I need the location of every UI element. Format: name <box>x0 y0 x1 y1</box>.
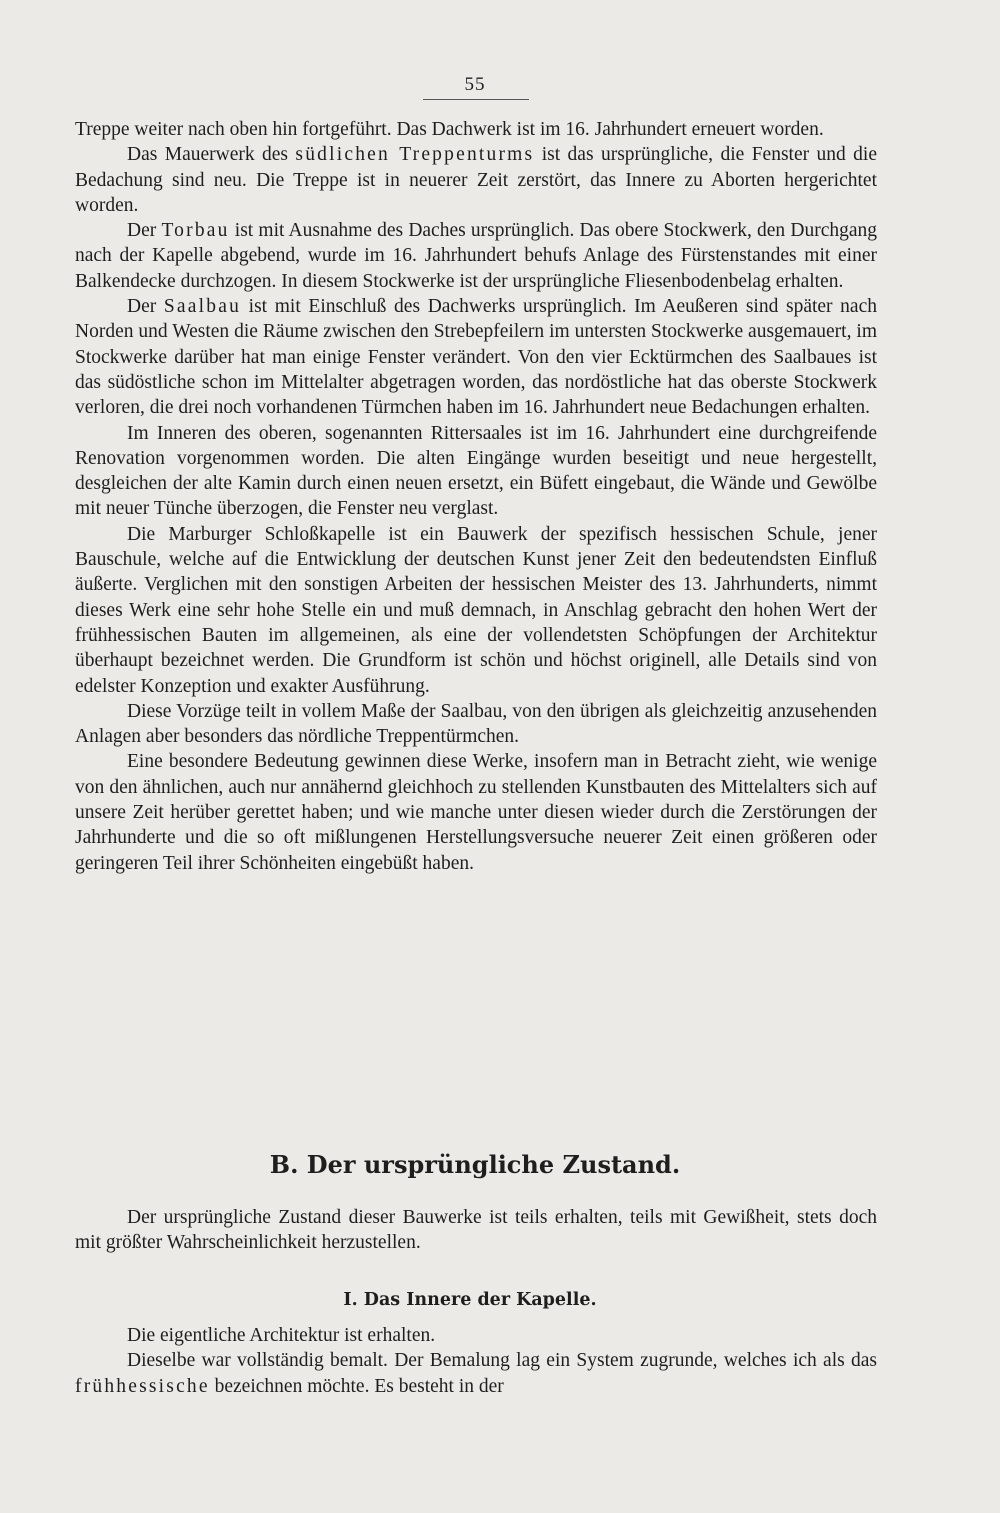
paragraph <box>75 522 877 699</box>
section-intro <box>75 1205 877 1256</box>
text-run: Der <box>127 296 164 318</box>
text-run: ist mit Ausnahme des Daches ursprünglich. Das obere Stockwerk, den Durchgang nach der Kapelle abgebend, wurde im 16. Jahrhundert behufs Anlage des Fürstenstandes mit einer Balkendecke durchzogen. In diesem Stockwerke ist der ursprüngliche Fliesenbodenbelag erhalten. <box>75 220 878 292</box>
page-number-rule <box>423 99 529 100</box>
paragraph <box>75 142 877 218</box>
paragraph <box>75 294 877 420</box>
body-text-top <box>75 117 877 876</box>
emphasized-term: südlichen Treppenturms <box>295 144 535 166</box>
emphasized-term: frühhessische <box>75 1375 210 1397</box>
paragraph <box>75 1323 877 1348</box>
subsection-heading: I. Das Innere der Kapelle. <box>343 1290 597 1310</box>
paragraph <box>75 749 877 875</box>
text-run: Im Inneren des oberen, sogenannten Rittersaales ist im 16. Jahrhundert eine durchgreifende Renovation vorgenommen worden. Die alten Eingänge wurden beseitigt und neue hergestellt, desgleichen der alte Kamin durch einen neuen ersetzt, ein Büfett eingebaut, die Wände und Gewölbe mit neuer Tünche überzogen, die Fenster neu verglast. <box>75 422 877 520</box>
emphasized-term: Saalbau <box>163 296 242 318</box>
paragraph <box>75 1205 877 1256</box>
paragraph <box>75 699 877 750</box>
text-run: Der ursprüngliche Zustand dieser Bauwerke ist teils erhalten, teils mit Gewißheit, stets doch mit größter Wahrscheinlichkeit herzustellen. <box>75 1207 877 1254</box>
text-run: Dieselbe war vollständig bemalt. Der Bemalung lag ein System zugrunde, welches ich als das <box>127 1350 877 1372</box>
page-number: 55 <box>464 74 486 95</box>
section-heading: B. Der ursprüngliche Zustand. <box>269 1150 681 1179</box>
paragraph <box>75 1348 877 1399</box>
text-run: Das Mauerwerk des <box>127 144 296 166</box>
text-run: Treppe weiter nach oben hin fortgeführt. Das Dachwerk ist im 16. Jahrhundert erneuert worden. <box>75 119 824 140</box>
text-run: Eine besondere Bedeutung gewinnen diese Werke, insofern man in Betracht zieht, wie wenige von den ähnlichen, auch nur annähernd gleichhoch zu stellenden Kunstbauten des Mittelalters sich auf unsere Zeit herüber gerettet haben; und wie manche unter diesen wieder durch die Zerstörungen der Jahrhunderte und die so oft mißlungenen Herstellungsversuche neuerer Zeit einen größeren oder geringeren Teil ihrer Schönheiten eingebüßt haben. <box>75 751 877 874</box>
emphasized-term: Torbau <box>161 220 230 242</box>
text-run: Die eigentliche Architektur ist erhalten. <box>127 1325 436 1346</box>
text-run: bezeichnen möchte. Es besteht in der <box>209 1375 504 1397</box>
paragraph <box>75 218 877 294</box>
text-run: ist mit Einschluß des Dachwerks ursprünglich. Im Aeußeren sind später nach Norden und Westen die Räume zwischen den Strebepfeilern im untersten Stockwerke ausgemauert, im Stockwerke darüber hat man einige Fenster verändert. Von den vier Ecktürmchen des Saalbaues ist das südöstliche schon im Mittelalter abgetragen worden, das nordöstliche hat das oberste Stockwerk verloren, die drei noch vorhandenen Türmchen haben im 16. Jahrhundert neue Bedachungen erhalten. <box>75 296 877 419</box>
text-run: Der <box>127 220 162 242</box>
text-run: Die Marburger Schloßkapelle ist ein Bauwerk der spezifisch hessischen Schule, jener Bauschule, welche auf die Entwicklung der deutschen Kunst jener Zeit den bedeutendsten Einfluß äußerte. Verglichen mit den sonstigen Arbeiten der hessischen Meister des 13. Jahrhunderts, nimmt dieses Werk eine sehr hohe Stelle ein und muß demnach, in Anschlag gebracht den hohen Wert der frühhessischen Bauten im allgemeinen, als eine der vollendetsten Schöpfungen der Architektur überhaupt bezeichnet werden. Die Grundform ist schön und höchst originell, alle Details sind von edelster Konzeption und exakter Ausführung. <box>75 523 877 697</box>
text-run: Diese Vorzüge teilt in vollem Maße der Saalbau, von den übrigen als gleichzeitig anzusehenden Anlagen aber besonders das nördliche Treppentürmchen. <box>75 700 877 748</box>
paragraph <box>75 421 877 522</box>
text-run: ist das ursprüngliche, die Fenster und die Bedachung sind neu. Die Treppe ist in neuerer Zeit zerstört, das Innere zu Aborten hergerichtet worden. <box>75 144 877 216</box>
body-text-bottom <box>75 1323 877 1399</box>
paragraph <box>75 117 877 142</box>
